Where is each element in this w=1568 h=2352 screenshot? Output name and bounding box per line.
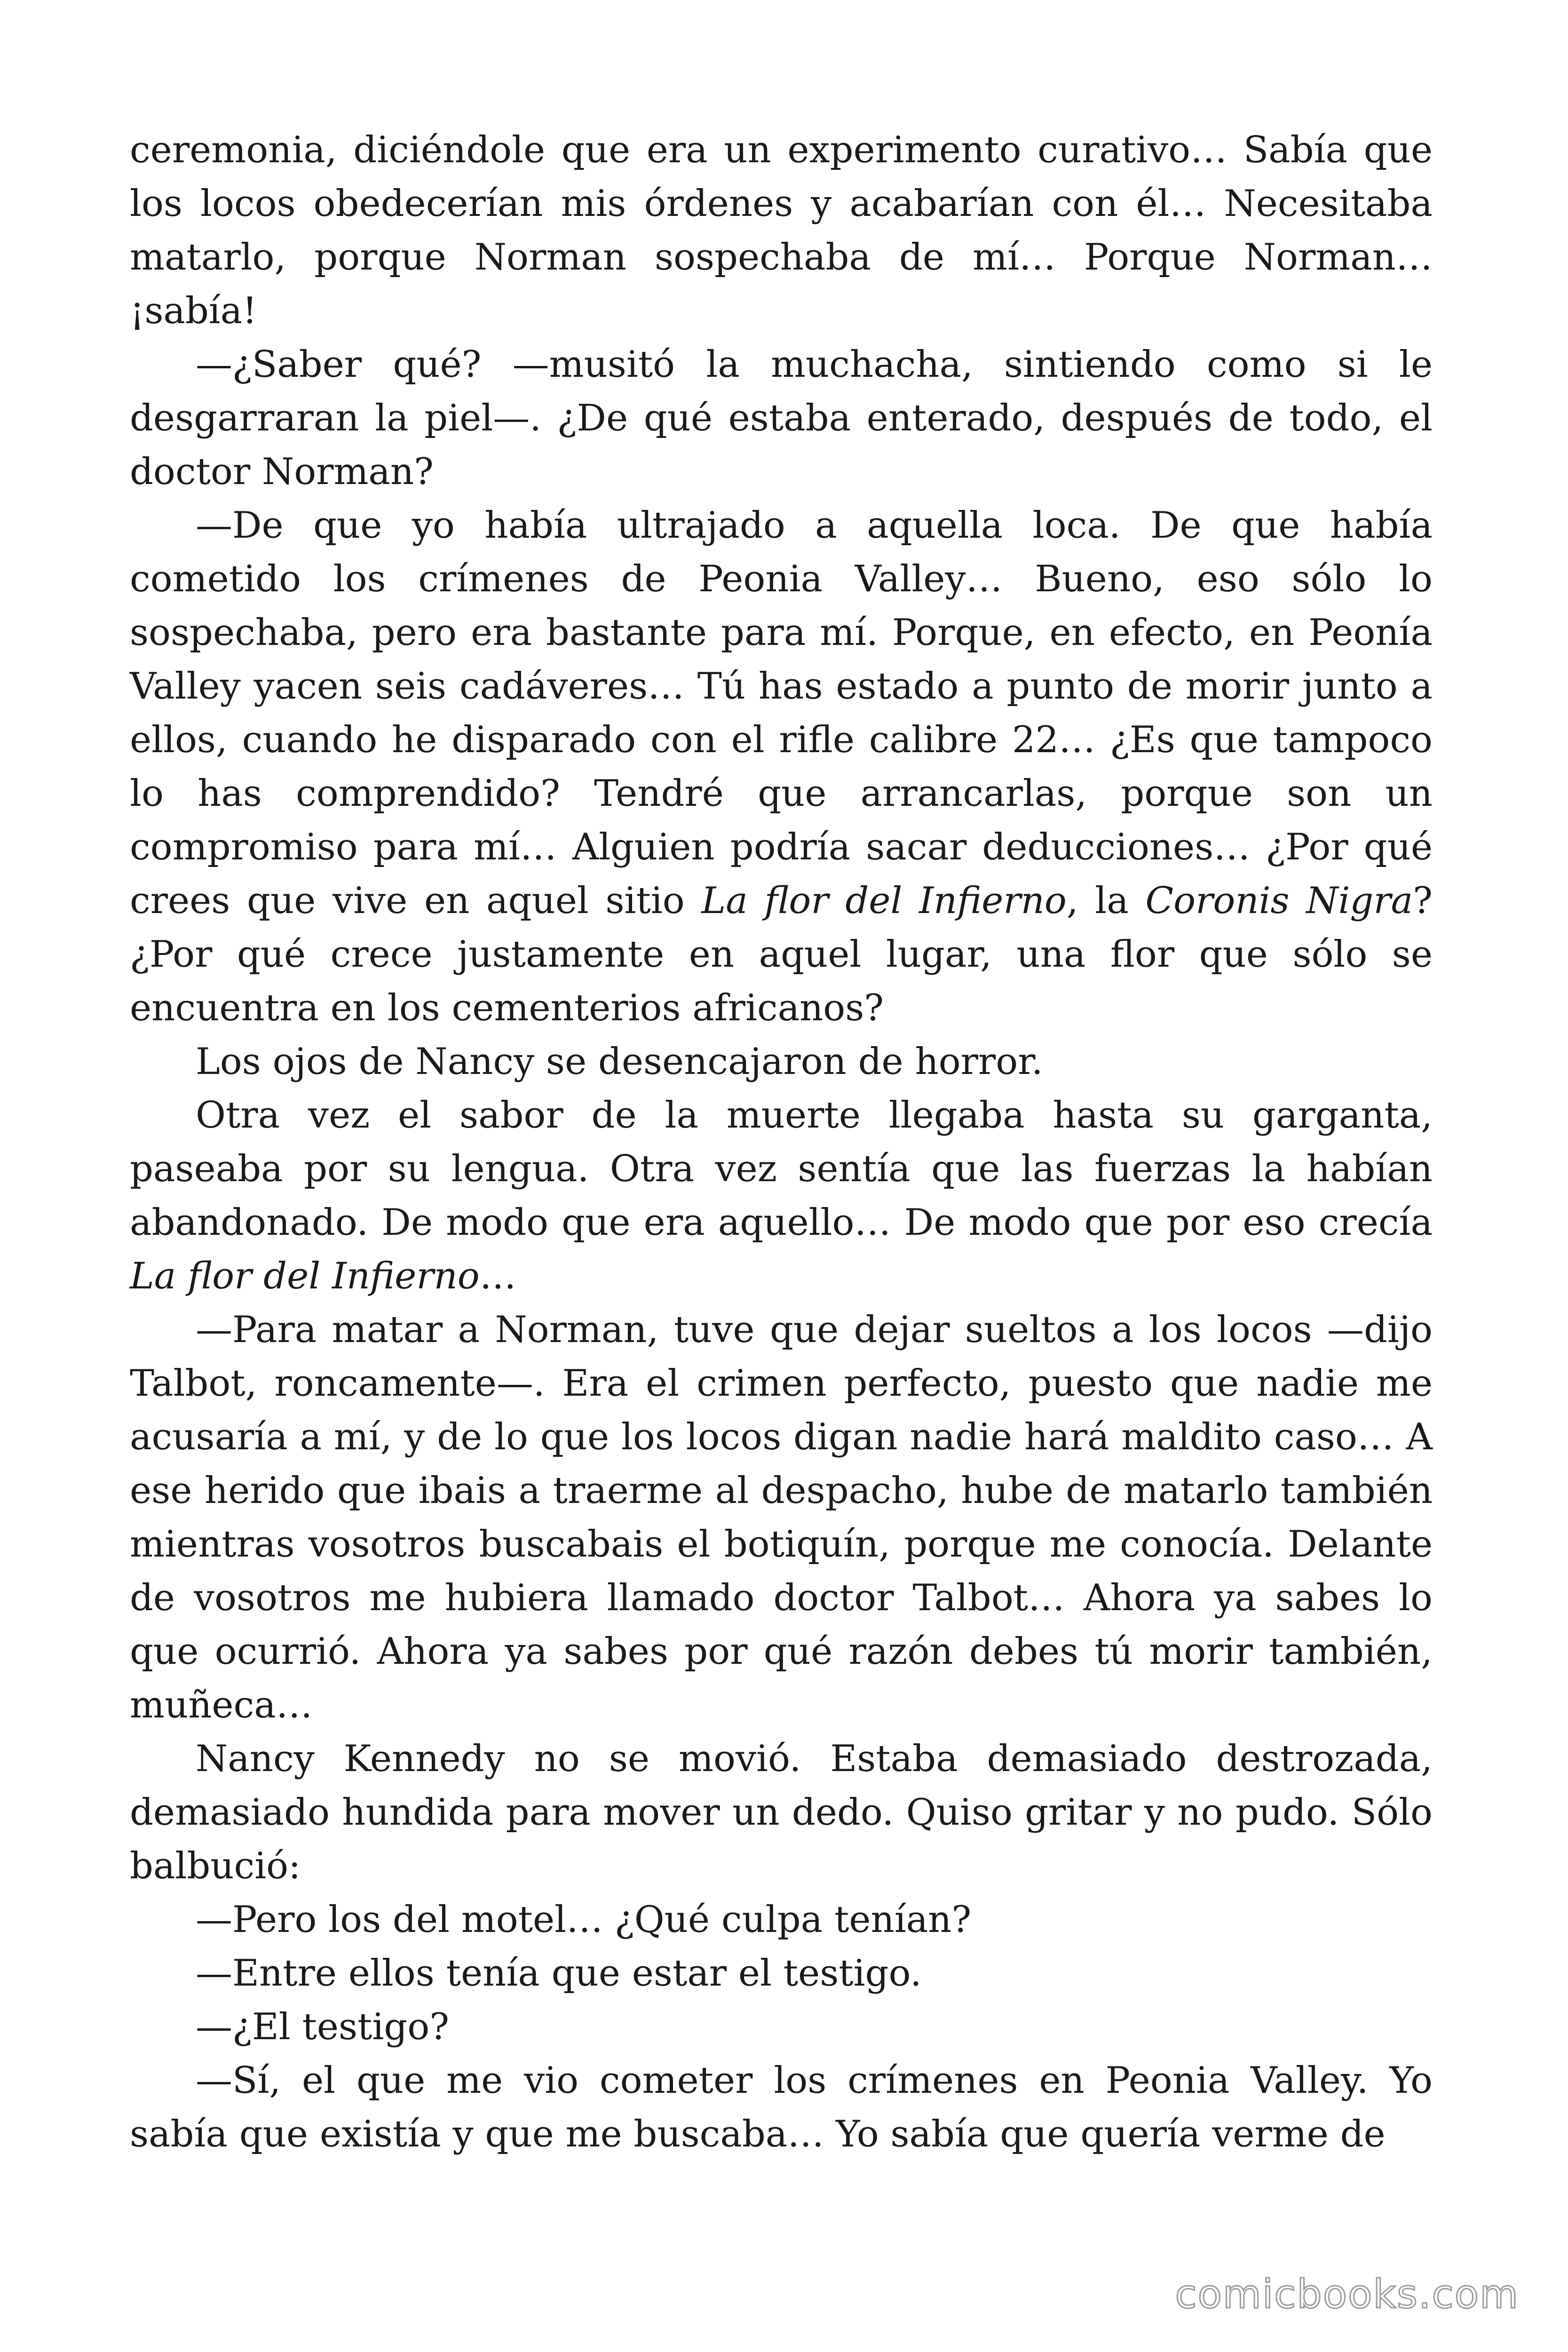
paragraph <box>130 1893 1433 1947</box>
text-run: —Pero los del motel… ¿Qué culpa tenían? <box>196 1899 972 1941</box>
italic-text: La flor del Infierno <box>701 880 1067 922</box>
paragraph <box>130 2054 1433 2161</box>
text-run: Nancy Kennedy no se movió. Estaba demasiado destrozada, demasiado hundida para mover un dedo. Quiso gritar y no pudo. Sólo balbució: <box>130 1738 1433 1887</box>
italic-text: Coronis Nigra <box>1145 880 1413 922</box>
paragraph <box>130 1303 1433 1732</box>
paragraph <box>130 2000 1433 2054</box>
text-run: —De que yo había ultrajado a aquella loca. De que había cometido los crímenes de Peonia Valley… Bueno, eso sólo lo sospechaba, pero era bastante para mí. Porque, en efecto, en Peonía Valley yacen seis cadáveres… Tú has estado a punto de morir junto a ellos, cuando he disparado con el rifle calibre 22… ¿Es que tampoco lo has comprendido? Tendré que arrancarlas, porque son un compromiso para mí… Alguien podría sacar deducciones… ¿Por qué crees que vive en aquel sitio <box>130 504 1433 922</box>
paragraph <box>130 499 1433 1035</box>
italic-text: La flor del Infierno <box>130 1255 480 1297</box>
text-run: ceremonia, diciéndole que era un experimento curativo… Sabía que los locos obedecerían mis órdenes y acabarían con él… Necesitaba matarlo, porque Norman sospechaba de mí… Porque Norman… ¡sabía! <box>130 129 1433 332</box>
paragraph <box>130 1732 1433 1893</box>
book-page-text <box>130 123 1433 2161</box>
text-run: Otra vez el sabor de la muerte llegaba hasta su garganta, paseaba por su lengua. Otra vez sentía que las fuerzas la habían abandonado. De modo que era aquello… De modo que por eso crecía <box>130 1094 1433 1244</box>
text-run: —¿El testigo? <box>196 2006 450 2048</box>
text-run: —¿Saber qué? —musitó la muchacha, sintiendo como si le desgarraran la piel—. ¿De qué estaba enterado, después de todo, el doctor Norman? <box>130 343 1433 493</box>
paragraph <box>130 338 1433 499</box>
paragraph <box>130 1947 1433 2000</box>
paragraph <box>130 1035 1433 1089</box>
watermark-logo: comicbooks.com <box>1175 2271 1519 2317</box>
text-run: —Entre ellos tenía que estar el testigo. <box>196 1952 922 1994</box>
paragraph <box>130 123 1433 338</box>
text-run: —Sí, el que me vio cometer los crímenes en Peonia Valley. Yo sabía que existía y que me buscaba… Yo sabía que quería verme de <box>130 2059 1433 2155</box>
text-run: Los ojos de Nancy se desencajaron de horror. <box>196 1041 1043 1083</box>
text-run: —Para matar a Norman, tuve que dejar sueltos a los locos —dijo Talbot, roncamente—. Era el crimen perfecto, puesto que nadie me acusaría a mí, y de lo que los locos digan nadie hará maldito caso… A ese herido que ibais a traerme al despacho, hube de matarlo también mientras vosotros buscabais el botiquín, porque me conocía. Delante de vosotros me hubiera llamado doctor Talbot… Ahora ya sabes lo que ocurrió. Ahora ya sabes por qué razón debes tú morir también, muñeca… <box>130 1309 1433 1726</box>
paragraph <box>130 1089 1433 1303</box>
text-run: ? ¿Por qué crece justamente en aquel lugar, una flor que sólo se encuentra en los cementerios africanos? <box>130 880 1433 1029</box>
text-run: … <box>479 1255 516 1297</box>
text-run: , la <box>1066 880 1146 922</box>
